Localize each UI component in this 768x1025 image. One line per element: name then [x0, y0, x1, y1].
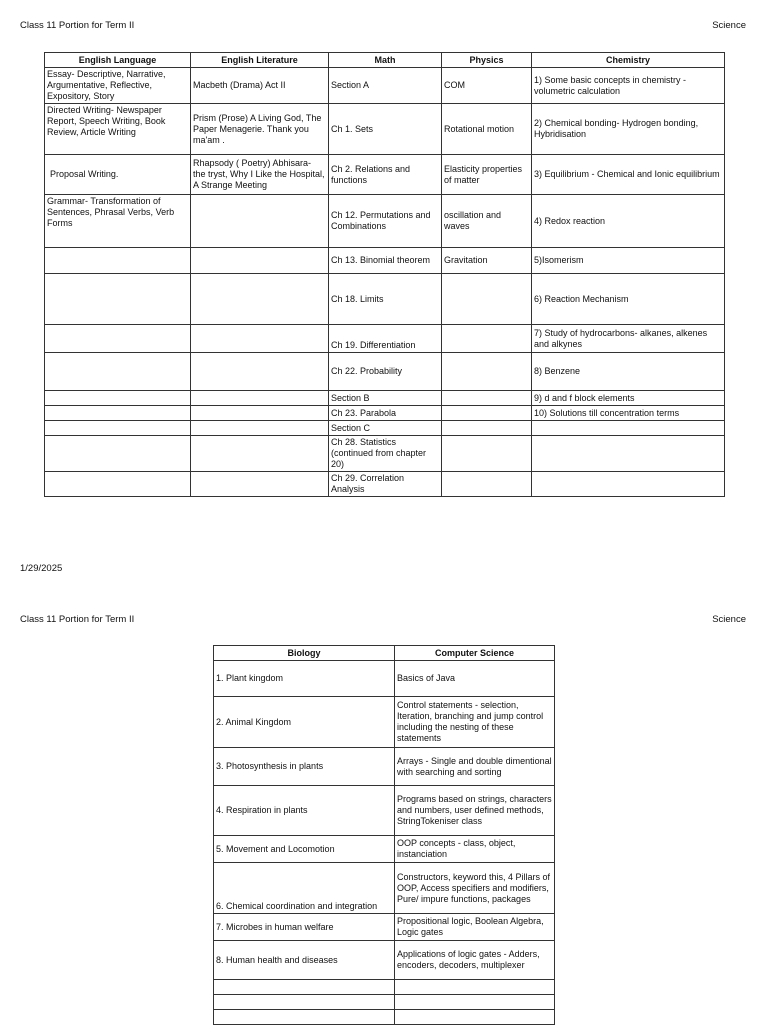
table-cell: Ch 19. Differentiation — [329, 325, 442, 353]
table-cell — [442, 472, 532, 497]
table-row — [214, 995, 555, 1010]
table-row — [214, 836, 555, 863]
table-cell: 7) Study of hydrocarbons- alkanes, alkenes and alkynes — [532, 325, 725, 353]
table-cell: 7. Microbes in human welfare — [214, 914, 395, 941]
table-row — [45, 274, 725, 325]
table-row — [45, 325, 725, 353]
table-cell — [532, 472, 725, 497]
table-cell: Ch 13. Binomial theorem — [329, 248, 442, 274]
table-cell: Prism (Prose) A Living God, The Paper Menagerie. Thank you ma'am . — [191, 104, 329, 155]
table-cell — [191, 248, 329, 274]
subject-label: Science — [712, 20, 746, 31]
table-cell: Ch 22. Probability — [329, 353, 442, 391]
table-row — [214, 1010, 555, 1025]
table-row — [45, 353, 725, 391]
table-row — [45, 406, 725, 421]
column-header: English Language — [45, 53, 191, 68]
table-cell: Applications of logic gates - Adders, encoders, decoders, multiplexer — [395, 941, 555, 980]
table-cell: Proposal Writing. — [45, 155, 191, 195]
table-cell — [45, 421, 191, 436]
table-cell — [442, 325, 532, 353]
table-cell: Section C — [329, 421, 442, 436]
table-cell: Ch 28. Statistics (continued from chapter 20) — [329, 436, 442, 472]
column-header: Math — [329, 53, 442, 68]
table-cell: 6. Chemical coordination and integration — [214, 863, 395, 914]
table-row — [214, 980, 555, 995]
table-header-row — [214, 646, 555, 661]
table-cell — [214, 1010, 395, 1025]
table-cell — [45, 274, 191, 325]
table-cell: Basics of Java — [395, 661, 555, 697]
table-cell — [442, 391, 532, 406]
table-cell: 4) Redox reaction — [532, 195, 725, 248]
table-cell: Rotational motion — [442, 104, 532, 155]
column-header: Computer Science — [395, 646, 555, 661]
table-cell — [442, 406, 532, 421]
table-cell — [214, 980, 395, 995]
table-cell: 2. Animal Kingdom — [214, 697, 395, 748]
table-cell: Ch 23. Parabola — [329, 406, 442, 421]
table-cell — [442, 436, 532, 472]
table-cell — [191, 406, 329, 421]
table-cell: Ch 2. Relations and functions — [329, 155, 442, 195]
table-cell: Gravitation — [442, 248, 532, 274]
table-cell — [45, 325, 191, 353]
table-cell — [191, 436, 329, 472]
column-header: Physics — [442, 53, 532, 68]
table-cell: 10) Solutions till concentration terms — [532, 406, 725, 421]
table-cell — [45, 472, 191, 497]
table-row — [214, 863, 555, 914]
biology-cs-table — [213, 645, 555, 1025]
page-title: Class 11 Portion for Term II — [20, 614, 135, 625]
table-cell: COM — [442, 68, 532, 104]
table-cell: Constructors, keyword this, 4 Pillars of OOP, Access specifiers and modifiers, Pure/ impure functions, packages — [395, 863, 555, 914]
table-row — [45, 248, 725, 274]
table-cell: oscillation and waves — [442, 195, 532, 248]
table-cell — [532, 436, 725, 472]
table-cell — [214, 995, 395, 1010]
table-cell — [45, 406, 191, 421]
table-row — [214, 697, 555, 748]
table-cell: Programs based on strings, characters and numbers, user defined methods, StringTokeniser class — [395, 786, 555, 836]
table-cell: 3. Photosynthesis in plants — [214, 748, 395, 786]
table-cell — [191, 391, 329, 406]
table-row — [214, 661, 555, 697]
table-cell — [191, 472, 329, 497]
table-cell: 9) d and f block elements — [532, 391, 725, 406]
table-cell: 2) Chemical bonding- Hydrogen bonding, Hybridisation — [532, 104, 725, 155]
table-row — [45, 155, 725, 195]
table-cell: 6) Reaction Mechanism — [532, 274, 725, 325]
table-cell — [45, 436, 191, 472]
table-cell: Macbeth (Drama) Act II — [191, 68, 329, 104]
table-header-row — [45, 53, 725, 68]
table-row — [214, 786, 555, 836]
table-cell: 5)Isomerism — [532, 248, 725, 274]
table-cell — [532, 421, 725, 436]
table-cell: Ch 1. Sets — [329, 104, 442, 155]
table-cell — [45, 353, 191, 391]
table-cell: 4. Respiration in plants — [214, 786, 395, 836]
table-cell — [191, 421, 329, 436]
table-cell: Elasticity properties of matter — [442, 155, 532, 195]
table-cell: Directed Writing- Newspaper Report, Speech Writing, Book Review, Article Writing — [45, 104, 191, 155]
table-cell: 1) Some basic concepts in chemistry - volumetric calculation — [532, 68, 725, 104]
table-row — [214, 941, 555, 980]
table-cell — [45, 391, 191, 406]
table-row — [45, 391, 725, 406]
table-cell — [395, 995, 555, 1010]
table-cell: Ch 18. Limits — [329, 274, 442, 325]
table-cell — [45, 248, 191, 274]
table-cell: 1. Plant kingdom — [214, 661, 395, 697]
table-cell: Section B — [329, 391, 442, 406]
subject-label: Science — [712, 614, 746, 625]
table-cell — [442, 353, 532, 391]
table-cell: OOP concepts - class, object, instanciation — [395, 836, 555, 863]
table-cell: 8) Benzene — [532, 353, 725, 391]
column-header: English Literature — [191, 53, 329, 68]
table-cell: Rhapsody ( Poetry) Abhisara- the tryst, Why I Like the Hospital, A Strange Meeting — [191, 155, 329, 195]
table-row — [45, 472, 725, 497]
term-portion-table — [44, 52, 725, 497]
column-header: Biology — [214, 646, 395, 661]
footer-date: 1/29/2025 — [20, 563, 63, 574]
column-header: Chemistry — [532, 53, 725, 68]
table-cell — [442, 421, 532, 436]
table-cell: Section A — [329, 68, 442, 104]
table-cell — [191, 325, 329, 353]
table-cell: Propositional logic, Boolean Algebra, Logic gates — [395, 914, 555, 941]
table-cell — [191, 353, 329, 391]
table-cell: Ch 12. Permutations and Combinations — [329, 195, 442, 248]
table-cell: Essay- Descriptive, Narrative, Argumentative, Reflective, Expository, Story — [45, 68, 191, 104]
table-cell: 8. Human health and diseases — [214, 941, 395, 980]
page-title: Class 11 Portion for Term II — [20, 20, 135, 31]
table-row — [45, 436, 725, 472]
table-row — [214, 748, 555, 786]
table-row — [45, 195, 725, 248]
table-cell: 3) Equilibrium - Chemical and Ionic equilibrium — [532, 155, 725, 195]
table-row — [45, 421, 725, 436]
table-cell: Arrays - Single and double dimentional with searching and sorting — [395, 748, 555, 786]
table-cell: Ch 29. Correlation Analysis — [329, 472, 442, 497]
table-cell — [191, 195, 329, 248]
table-cell — [442, 274, 532, 325]
table-cell: Control statements - selection, Iteration, branching and jump control including the nesting of these statements — [395, 697, 555, 748]
table-cell — [191, 274, 329, 325]
table-row — [45, 104, 725, 155]
table-row — [45, 68, 725, 104]
table-cell — [395, 1010, 555, 1025]
table-cell: Grammar- Transformation of Sentences, Phrasal Verbs, Verb Forms — [45, 195, 191, 248]
table-row — [214, 914, 555, 941]
table-cell: 5. Movement and Locomotion — [214, 836, 395, 863]
table-cell — [395, 980, 555, 995]
